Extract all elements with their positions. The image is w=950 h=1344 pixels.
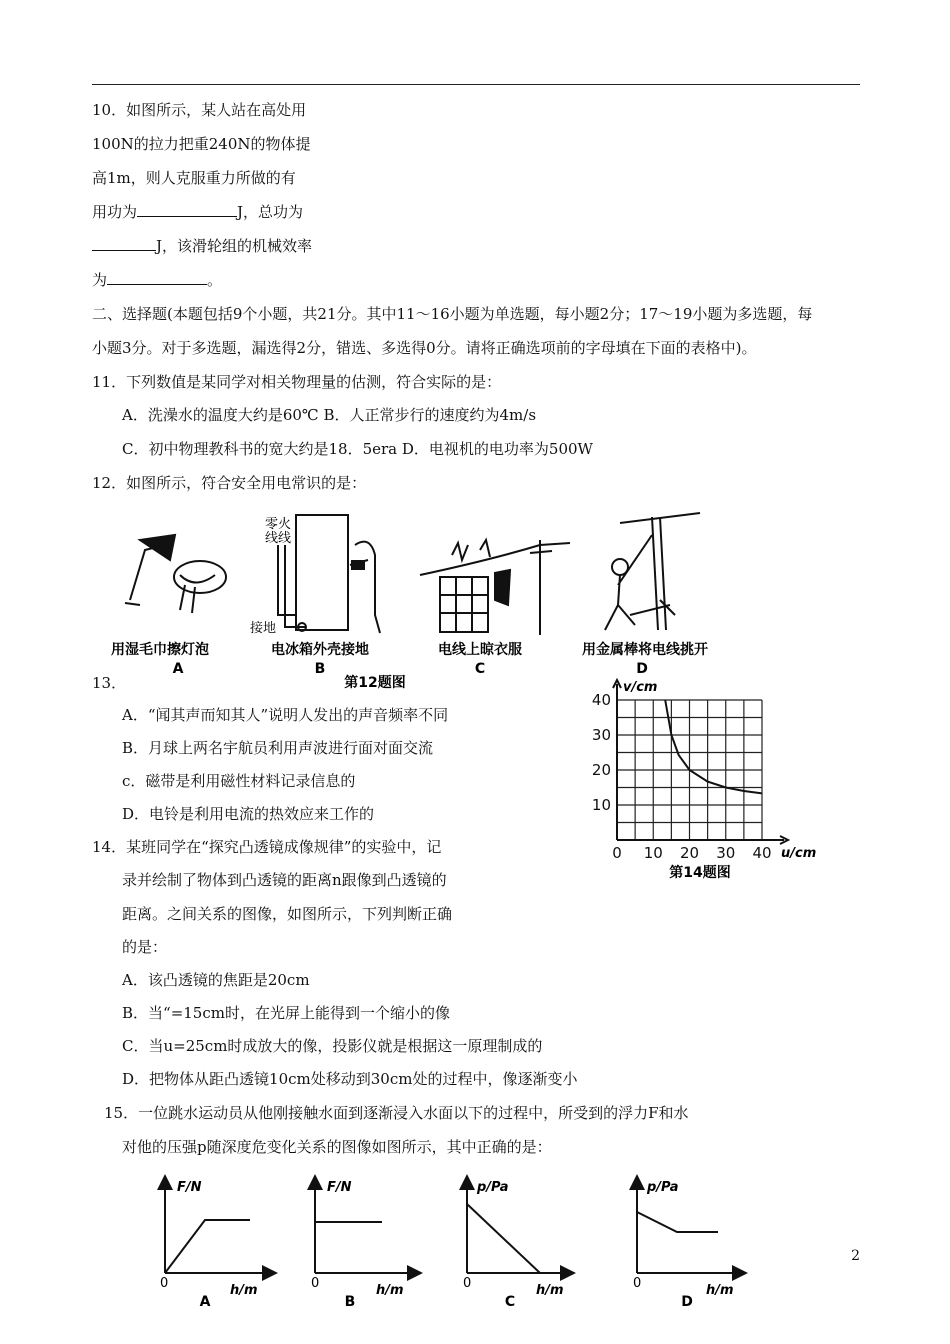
graph-c-line xyxy=(467,1204,540,1273)
graph-c-xlabel: h/m xyxy=(536,1283,564,1298)
q14-stem-1: 14．某班同学在“探究凸透镜成像规律”的实验中，记 xyxy=(92,838,442,856)
option-c-caption: 电线上晾衣服 xyxy=(438,642,522,658)
graph-a-ylabel: F/N xyxy=(177,1180,202,1195)
chart-title: 第14题图 xyxy=(669,865,731,881)
option-c-letter: C xyxy=(474,661,486,677)
x-tick-label: 20 xyxy=(679,844,700,862)
graph-d-xlabel: h/m xyxy=(706,1283,734,1298)
graph-b-xlabel: h/m xyxy=(376,1283,404,1298)
graph-c-ylabel: p/Pa xyxy=(477,1180,509,1195)
q13-number: 13． xyxy=(92,674,127,692)
q13-option-d: D．电铃是利用电流的热效应来工作的 xyxy=(122,805,375,823)
graph-d xyxy=(637,1182,740,1273)
graph-a-origin: 0 xyxy=(160,1276,169,1291)
q15-stem-2: 对他的压强p随深度危变化关系的图像如图所示，其中正确的是： xyxy=(122,1138,552,1156)
q10-line-1: 10．如图所示，某人站在高处用 xyxy=(92,101,307,119)
q14-chart xyxy=(585,675,825,885)
q12-stem: 12．如图所示，符合安全用电常识的是： xyxy=(92,474,367,492)
q14-option-b: B．当“=15cm时，在光屏上能得到一个缩小的像 xyxy=(122,1004,450,1022)
fridge-label: 零火 xyxy=(265,517,292,532)
x-tick-label: 0 xyxy=(612,844,622,862)
header-rule xyxy=(92,84,860,85)
q11-stem: 11．下列数值是某同学对相关物理量的估测，符合实际的是： xyxy=(92,373,502,391)
q13-option-c: c．磁带是利用磁性材料记录信息的 xyxy=(122,772,356,790)
answer-blank[interactable] xyxy=(107,270,207,285)
laundry-illustration xyxy=(420,540,570,635)
graph-b-ylabel: F/N xyxy=(327,1180,352,1195)
y-tick-label: 30 xyxy=(591,726,611,744)
graph-d-ylabel: p/Pa xyxy=(647,1180,679,1195)
q10-line-2: 100N的拉力把重240N的物体提 xyxy=(92,135,311,153)
q10-line-5 xyxy=(92,236,312,256)
q11-options-row-1: A．洗澡水的温度大约是60℃ B．人正常步行的速度约为4m/s xyxy=(122,406,537,424)
fridge-label: 接地 xyxy=(250,621,277,636)
x-tick-label: 40 xyxy=(752,844,772,862)
fridge-label: 线线 xyxy=(265,531,292,546)
q10-text: J，该滑轮组的机械效率 xyxy=(156,237,313,255)
graph-a-letter: A xyxy=(199,1294,211,1310)
graph-b-letter: B xyxy=(344,1294,356,1310)
answer-blank[interactable] xyxy=(92,236,156,251)
x-tick-label: 10 xyxy=(643,844,663,862)
q13-option-a: A．“闻其声而知其人”说明人发出的声音频率不同 xyxy=(122,706,449,724)
q15-graphs xyxy=(140,1170,780,1320)
graph-d-origin: 0 xyxy=(633,1276,642,1291)
graph-a-line xyxy=(165,1220,250,1273)
graph-b-origin: 0 xyxy=(311,1276,320,1291)
q14-option-a: A．该凸透镜的焦距是20cm xyxy=(122,971,310,989)
q10-text: 为 xyxy=(92,271,108,289)
graph-c xyxy=(467,1182,568,1273)
graph-c-origin: 0 xyxy=(463,1276,472,1291)
answer-blank[interactable] xyxy=(137,202,237,217)
option-a-caption: 用湿毛巾擦灯泡 xyxy=(111,642,209,658)
option-a-letter: A xyxy=(172,661,184,677)
q10-text: J，总功为 xyxy=(237,203,304,221)
option-d-caption: 用金属棒将电线挑开 xyxy=(582,642,708,658)
rescue-illustration xyxy=(605,513,700,630)
q14-option-c: C．当u=25cm时成放大的像，投影仪就是根据这一原理制成的 xyxy=(122,1037,543,1055)
q14-stem-3: 距离。之间关系的图像，如图所示，下列判断正确 xyxy=(122,905,453,923)
y-tick-label: 40 xyxy=(591,691,611,709)
graph-c-letter: C xyxy=(504,1294,516,1310)
q15-stem-1: 15．一位跳水运动员从他刚接触水面到逐渐浸入水面以下的过程中，所受到的浮力F和水 xyxy=(104,1104,689,1122)
y-tick-label: 10 xyxy=(591,796,611,814)
y-tick-label: 20 xyxy=(591,761,611,779)
graph-a xyxy=(165,1182,270,1273)
chart-curve xyxy=(665,700,762,793)
chart-ticks xyxy=(592,691,772,862)
graph-a-xlabel: h/m xyxy=(230,1283,258,1298)
lamp-illustration xyxy=(125,535,226,613)
q11-options-row-2: C．初中物理教科书的宽大约是18．5era D．电视机的电功率为500W xyxy=(122,440,593,458)
q10-line-3: 高1m，则人克服重力所做的有 xyxy=(92,169,296,187)
q14-stem-4: 的是： xyxy=(122,938,168,956)
chart-curve-group xyxy=(665,700,762,793)
x-tick-label: 30 xyxy=(716,844,736,862)
section-instructions: 小题3分。对于多选题，漏选得2分，错选、多选得0分。请将正确选项前的字母填在下面的表格中)。 xyxy=(92,339,757,357)
graph-b xyxy=(315,1182,415,1273)
figure-title: 第12题图 xyxy=(344,675,406,691)
graph-d-letter: D xyxy=(681,1294,693,1310)
q10-line-6 xyxy=(92,270,222,290)
graph-d-line xyxy=(637,1212,718,1232)
page-number: 2 xyxy=(851,1248,860,1264)
y-axis-label: v/cm xyxy=(623,680,658,695)
option-b-caption: 电冰箱外壳接地 xyxy=(271,642,369,658)
q14-stem-2: 录并绘制了物体到凸透镜的距离n跟像到凸透镜的 xyxy=(122,871,447,889)
option-d-letter: D xyxy=(636,661,648,677)
q10-line-4 xyxy=(92,202,303,222)
section-heading: 二、选择题(本题包括9个小题，共21分。其中11～16小题为单选题，每小题2分；17～19小题为多选题，每 xyxy=(92,305,813,323)
option-b-letter: B xyxy=(314,661,326,677)
q10-text: 用功为 xyxy=(92,203,138,221)
x-axis-label: u/cm xyxy=(781,846,817,861)
q14-option-d: D．把物体从距凸透镜10cm处移动到30cm处的过程中，像逐渐变小 xyxy=(122,1070,578,1088)
fridge-illustration xyxy=(278,515,380,633)
q10-text: 。 xyxy=(207,271,223,289)
q13-option-b: B．月球上两名宇航员利用声波进行面对面交流 xyxy=(122,739,434,757)
chart-grid xyxy=(613,680,788,844)
